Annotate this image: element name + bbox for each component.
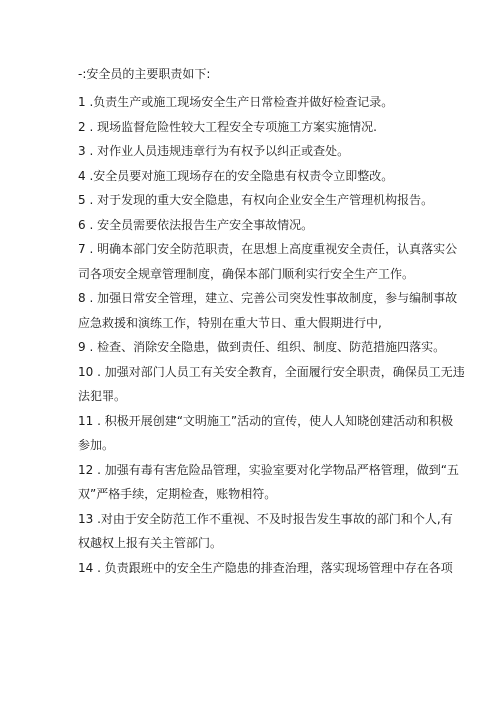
duty-item-line: 8 . 加强日常安全管理，建立、完善公司突发性事故制度，参与编制事故	[78, 291, 458, 305]
duty-item-line: 3 . 对作业人员违规违章行为有权予以纠正或查处。	[78, 144, 350, 158]
duty-item	[78, 286, 458, 335]
duty-item	[78, 188, 458, 213]
duty-item-line: 10 . 加强对部门人员工有关安全教育，全面履行安全职责，确保员工无违	[78, 364, 465, 379]
duty-item-continuation: 权越权上报有关主管部门。	[78, 536, 223, 550]
duty-item-line: 11 . 积极开展创建“文明施工”活动的宣传，使人人知晓创建活动和积极	[78, 413, 454, 428]
duty-item-line: 13 .对由于安全防范工作不重视、不及时报告发生事故的部门和个人,有	[78, 511, 453, 526]
duty-item	[78, 409, 458, 458]
duty-item-line: 7 . 明确本部门安全防范职责，在思想上高度重视安全责任，认真落实公	[78, 242, 458, 256]
duty-item	[78, 360, 465, 409]
duty-item-line: 5 . 对于发现的重大安全隐患，有权向企业安全生产管理机构报告。	[78, 193, 434, 207]
duty-item-continuation: 司各项安全规章管理制度，确保本部门顺利实行安全生产工作。	[78, 266, 415, 281]
section-heading: -:安全员的主要职责如下:	[78, 67, 211, 81]
duty-item	[78, 237, 458, 286]
duty-item	[78, 164, 458, 189]
duty-item	[78, 115, 458, 140]
duty-item-continuation: 法犯罪。	[78, 389, 127, 403]
duty-item-continuation: 参加。	[78, 438, 115, 452]
duty-item	[78, 458, 458, 507]
duty-item-line: 4 .安全员要对施工现场存在的安全隐患有权责令立即整改。	[78, 168, 394, 183]
duty-item	[78, 335, 458, 360]
duty-item	[78, 139, 458, 164]
duty-item-line: 14 . 负责跟班中的安全生产隐患的排查治理，落实现场管理中存在各项	[78, 560, 453, 575]
duty-item-continuation: 应急救援和演练工作，特别在重大节日、重大假期进行中,	[78, 315, 382, 330]
document-body	[78, 62, 465, 580]
duty-list	[78, 90, 465, 580]
duty-item	[78, 507, 458, 556]
duty-item-line: 6 . 安全员需要依法报告生产安全事故情况。	[78, 217, 314, 232]
duty-item-line: 12 . 加强有毒有害危险品管理，实验室要对化学物品严格管理，做到“五	[78, 462, 459, 477]
duty-item	[78, 556, 458, 581]
duty-item	[78, 90, 458, 115]
duty-item-line: 1 .负责生产或施工现场安全生产日常检查并做好检查记录。	[78, 95, 394, 109]
duty-item-line: 9 . 检查、消除安全隐患，做到责任、组织、制度、防范措施四落实。	[78, 340, 446, 354]
duty-item-line: 2 . 现场监督危险性较大工程安全专项施工方案实施情况.	[78, 119, 377, 134]
duty-item-continuation: 双”严格手续，定期检查，账物相符。	[78, 487, 277, 501]
duty-item	[78, 213, 458, 238]
